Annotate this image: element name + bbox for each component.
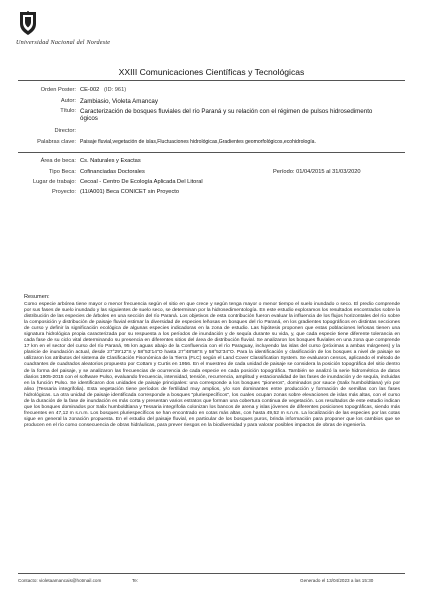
- field-extra: (ID: 961): [104, 87, 127, 93]
- field-label: Tipo Beca:: [49, 169, 76, 175]
- footer-generated: Generado el 13/04/2023 a las 15:30: [300, 578, 374, 583]
- field-label: Proyecto:: [51, 189, 76, 195]
- field-label: Palabras clave:: [37, 139, 76, 145]
- field-value: Zambiasio, Violeta Amancay: [80, 98, 158, 105]
- periodo: Período: 01/04/2015 al 31/03/2020: [273, 169, 361, 175]
- field-label: Título:: [60, 108, 76, 114]
- header-divider: [18, 80, 405, 81]
- field-label: Director:: [54, 128, 76, 134]
- field-value: Paisaje fluvial,vegetación de islas,Fluctuaciones hidrológicas,Gradientes geomorfológicos,ecohidrología.: [80, 139, 316, 145]
- field-label: Orden Poster:: [40, 87, 76, 93]
- field-value: Cofinanciadas Doctorales: [80, 169, 145, 175]
- field-value: (11/A001) Beca CONICET sin Proyecto: [80, 189, 180, 195]
- field-value: CE-002: [80, 87, 100, 93]
- field-label: Área de beca:: [40, 158, 76, 164]
- field-label: Autor:: [60, 98, 76, 104]
- page-title: XXIII Comunicaciones Científicas y Tecnológicas: [118, 67, 305, 77]
- field-value: Cs. Naturales y Exactas: [80, 158, 141, 164]
- field-value: Cecoal - Centro De Ecología Aplicada Del Litoral: [80, 179, 203, 185]
- footer-contact: Contacto: violetaamancais@hotmail.com: [18, 578, 102, 583]
- university-seal-icon: [18, 10, 38, 36]
- resumen-label: Resumen:: [24, 294, 50, 300]
- footer-divider: [18, 573, 405, 574]
- field-label: Lugar de trabajo:: [32, 179, 76, 185]
- footer-phone: Te:: [132, 578, 139, 583]
- field-value: Caracterización de bosques fluviales del río Paraná y su relación con el régimen de pulsos hidrosedimento ógicos: [80, 108, 373, 123]
- university-name: Universidad Nacional del Nordeste: [16, 39, 111, 46]
- section-divider: [18, 152, 405, 153]
- abstract-text: Como especie arbórea tiene mayor o menor frecuencia según el sitio en que crece y según tenga mayor o menor tiempo el suelo inundado o seco. El predio comprende por sus fases de suelo inundado y las siguientes de suelo seco, se determinan por la hidrosedimentología. En este estudio exploramos los resultados encontrados sobre la distribución de las especies de árboles en una sección del río Paraná. Los objetivos de esta contribución fueron evaluar la influencia de los flujos horizontales del río sobre la composición y distribución de paisaje fluvial estimar la diversidad de especies leñosas en bosques del río Paraná, en los gradientes topográficos en distintas secciones de curso y definir la significación ecológica de algunas especies indicadoras en la zona de estudio. Las hipótesis proponen que estas poblaciones leñosas tienen una signatura hidrológica propia caracterizada por su respuesta a los períodos de inundación y de sequía durante su vida, y, que cada especie tiene diferente tolerancia en cada fase de su ciclo vital determinando su presencia en diferentes sitios del área de distribución fluvial. Se analizaron los bosques fluviales en una zona que comprende 17 km en el sector del curso del río Paraná, 95 km aguas abajo de la Confluencia con el río Paraguay, incluyendo las islas del curso (próximas a ambas márgenes) y la planicie de inundación actual, desde 27°29'12"S y 58°53'14"O hasta 27°48'58"S y 58°52'34"O. Para la identificación y clasificación de los bosques a nivel de paisaje se utilizaron los atributos del sistema de Clasificación Fisonómica de la Tierra (FLC) según el Land Cover Classification System. Se evaluaron censos, aplicando el método de cuadrantes de cuadrados aleatorios propuesto por Cottam y Curtis en 1956. En el muestreo de cada unidad de paisaje se considera la posición topográfica del sitio dentro de la forma del paisaje, y se analizaron las frecuencias de ocurrencia de cada especie en cada posición topográfica. También se analizó la serie hidrométrica de datos diarios 1905-2015 con el software Pulso, evaluando frecuencia, intensidad, tensión, recurrencia, amplitud y estacionalidad de las fases de inundación y de sequía, incluidas en la función Pulso. Se identificaron dos unidades de paisaje principales: una corresponde a los bosques "pioneros", dominados por sauce (Salix humboldtiana) y/o por aliso (Tessaria integrifolia). Esta vegetación tiene períodos de fertilidad muy amplios, y/o son dominantes entre producción y formación de semillas con las fases hidrológicas. La otra unidad de paisaje identificada corresponde a bosques "pluriespecíficos", los cuales ocupan zonas sobre elevaciones de islas más altas, con el curso de la duración de la fase de inundación es más corta y presentan varios estratos que forman una cobertura continua de vegetación. Los resultados de este estudio indican que los bosques dominados por Salix humboldtiana y Tessaria integrifolia colonizan los bancos de arena y islas jóvenes de diferentes posiciones topográficas, siendo más frecuentes en 47,12 m s.n.m. Los bosques pluriespecíficos se han encontrado en cotas más altas, con hasta 49,52 m s.n.m. La localización de las especies por las cotas sigue en general la zonación propuesta. En el estudio del paisaje fluvial, en particular de los bosques puros, brinda información para proponer que los cambios que se producen en el río como consecuencia de obras hidráulicas, para prever riesgos en la biodiversidad y para valorar posibles impactos de obras de ingeniería.: [24, 302, 400, 428]
